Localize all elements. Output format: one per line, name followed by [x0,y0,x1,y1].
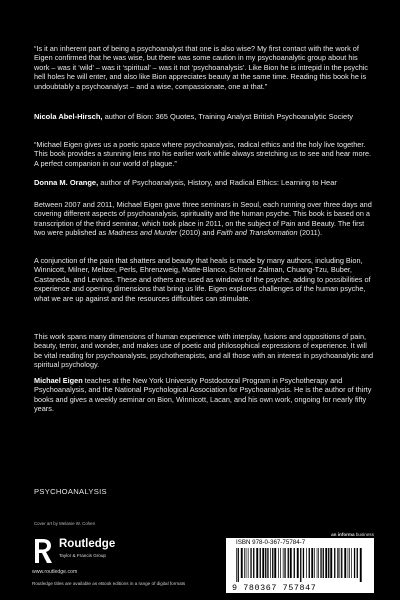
barcode-bar [250,548,251,578]
barcode-bar [280,548,281,578]
description-paragraph-2: A conjunction of the pain that shatters and beauty that heals is made by many authors, including Bion, Winnicott, Milner, Meltzer, Perls, Ehrenzweig, Matte-Blanco, Schneur Zalman, Chuang-Tzu, Buber, Castaneda, and Levinas. These and others are used as windows of the psyche, adding to possibilities of experience and opening dimensions that bring us life. Eigen explores challenges of the human psyche, what we are up against and the resources difficulties can stimulate. [34,256,371,303]
barcode-bar [317,548,318,578]
subject-category: PSYCHOANALYSIS [34,487,107,496]
barcode-bar [283,548,284,578]
barcode-bar [306,548,307,578]
barcode-bar [244,548,245,578]
routledge-r-icon [32,537,54,565]
barcode-bar [314,548,315,578]
barcode-bar [267,548,268,578]
barcode-bar [325,548,327,578]
barcode-bar [337,548,338,578]
barcode-bar [318,548,319,578]
quote-1-author: Nicola Abel-Hirsch, [34,112,103,121]
barcode-bar [348,548,349,578]
informa-business-label: an informa business [331,532,374,537]
barcode-bar [320,548,321,578]
barcode-bar [354,548,355,578]
barcode-bar [262,548,264,578]
author-bio: Michael Eigen teaches at the New York University Postdoctoral Program in Psychotherapy and Psychoanalysis, and the National Psychological Association for Psychoanalysis. He is the author of thirty books and gives a weekly seminar on Bion, Winnicott, Lacan, and his own work, ongoing for nearly fifty years. [34,376,372,414]
quote-2-author: Donna M. Orange, [34,178,99,187]
barcode-bar [284,548,285,578]
barcode-bar [323,548,324,578]
ebook-note: Routledge titles are available as eBook editions in a range of digital formats [32,581,186,586]
barcode-bar [357,548,358,578]
barcode-bar [238,548,239,582]
cover-art-credit: Cover art by Melanie W. Cohen [34,521,96,526]
barcode-bar [248,548,249,578]
barcode-bar [253,548,254,578]
barcode-digits: 9 780367 757847 [232,583,317,593]
barcode-bar [290,548,292,578]
barcode-bar [360,548,362,582]
barcode-bar [265,548,266,578]
barcode-panel [226,538,374,593]
author-name: Michael Eigen [34,376,83,385]
barcode-bar [236,548,237,582]
barcode-bar [256,548,258,578]
publisher-group: Taylor & Francis Group [59,553,106,558]
barcode-bar [300,548,301,582]
barcode-bar [311,548,313,578]
publisher-url: www.routledge.com [32,569,78,575]
barcode-bar [272,548,273,578]
description-paragraph-3: This work spans many dimensions of human experience with interplay, fusions and oppositions of pain, beauty, terror, and wonder, and makes use of poetic and philosophical expressions of experience. It will be vital reading for psychoanalysts, psychotherapists, and all those with an interest in psychoanalytic and spiritual psychology. [34,332,374,370]
barcode-bar [260,548,261,578]
quote-2-credential: author of Psychoanalysis, History, and Radical Ethics: Learning to Hear [98,178,337,187]
barcode-bar [349,548,350,578]
barcode-bar [270,548,271,578]
barcode-block [226,532,374,594]
barcode-bar [334,548,335,578]
quote-1-credential: author of Bion: 365 Quotes, Training Analyst British Psychoanalytic Society [102,112,354,121]
barcode-bar [274,548,276,578]
barcode-image [234,548,366,582]
barcode-bar [303,548,304,578]
quote-1-attribution [34,112,379,121]
quote-1: “Is it an inherent part of being a psychoanalyst that one is also wise? My first contact with the work of Eigen confirmed that he was wise, but there was some caution in my psychoanalytic group about his work – was it ‘wild’ – was it ‘spiritual’ – was it not ‘psychoanalysis’. Like Bion he is intrepid in the psychic hell holes he will enter, and also like Bion appreciates beauty at the same time. Reading this book he is undoubtably a psychoanalyst – and a wise, compassionate, one at that.” [34,44,369,91]
barcode-bar [278,548,279,578]
barcode-bar [351,548,352,578]
barcode-bar [297,548,299,578]
publisher-name: Routledge [59,538,116,550]
quote-2: “Michael Eigen gives us a poetic space where psychoanalysis, radical ethics and the holy live together. This book provides a stunning lens into his earlier work while always stretching us to see and hear more. A perfect companion in our world of plague.” [34,140,372,168]
description-paragraph-1: Between 2007 and 2011, Michael Eigen gave three seminars in Seoul, each running over three days and covering different aspects of psychoanalysis, spirituality and the human psyche. This book is based on a transcription of the third seminar, which took place in 2011, on the subject of Pain and Beauty. The first two were published as Madness and Murder (2010) and Faith and Transformation (2011). [34,200,372,238]
barcode-bar [341,548,342,578]
publisher-logo [32,537,152,567]
barcode-bar [309,548,310,578]
barcode-bar [294,548,295,578]
barcode-bar [241,548,243,578]
barcode-bar [288,548,289,578]
barcode-bar [340,548,341,578]
barcode-bar [328,548,329,578]
barcode-bar [246,548,247,578]
isbn-text: ISBN 978-0-367-75784-7 [236,539,306,546]
barcode-bar [330,548,332,578]
barcode-bar [344,548,346,578]
quote-2-attribution [34,178,379,187]
